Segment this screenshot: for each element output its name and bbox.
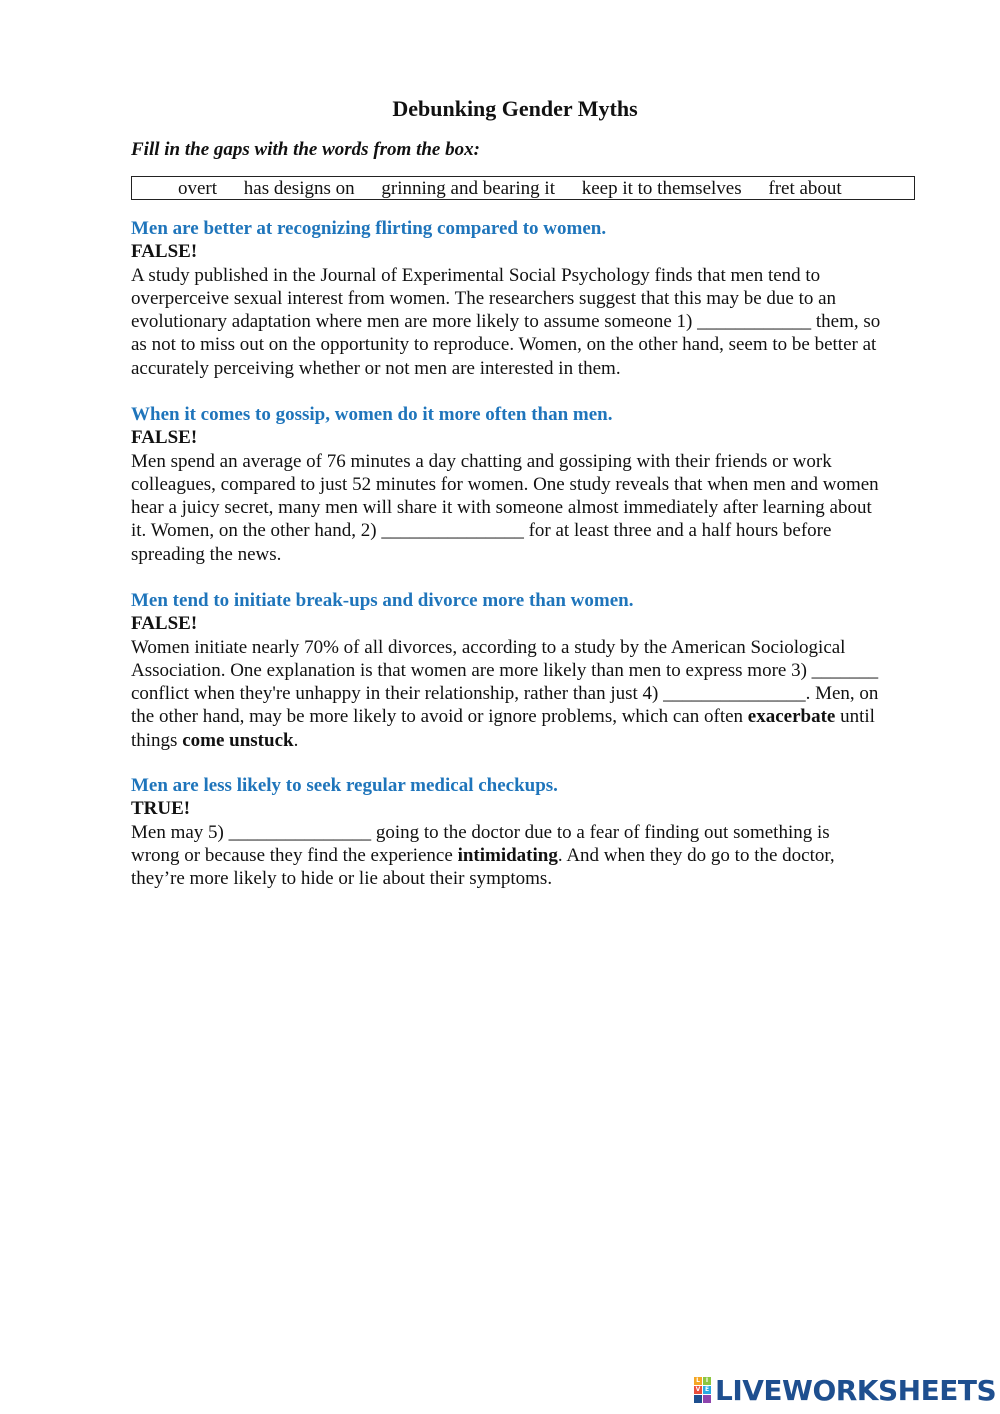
paragraph-line-gap-2: it. Women, on the other hand, 2) _______________ for at least three and a half hours before [131, 520, 832, 542]
word-box [131, 176, 915, 200]
paragraph-line: as not to miss out on the opportunity to reproduce. Women, on the other hand, seem to be better at [131, 334, 877, 356]
text-run: . [293, 729, 299, 751]
bold-term: exacerbate [747, 706, 836, 728]
paragraph-line: overperceive sexual interest from women. The researchers suggest that this may be due to an [131, 287, 837, 309]
instruction: Fill in the gaps with the words from the box: [131, 139, 480, 160]
logo-tile: L [694, 1377, 702, 1385]
paragraph-line: Men spend an average of 76 minutes a day chatting and gossiping with their friends or work [131, 450, 832, 472]
myth-heading: Men are better at recognizing flirting compared to women. [131, 218, 607, 239]
myth-paragraph [131, 636, 931, 752]
text-run: wrong or because they find the experience [131, 844, 458, 866]
paragraph-line [131, 844, 931, 867]
myth-heading: Men tend to initiate break-ups and divorce more than women. [131, 590, 634, 611]
bold-term: come unstuck [182, 729, 294, 751]
myth-verdict: FALSE! [131, 613, 198, 635]
paragraph-line-gap-4: conflict when they're unhappy in their relationship, rather than just 4) _______________. Men, on [131, 683, 879, 705]
paragraph-line-gap-5: Men may 5) _______________ going to the doctor due to a fear of finding out something is [131, 821, 830, 843]
logo-tile: V [695, 1386, 701, 1393]
paragraph-line [131, 705, 931, 728]
logo-tile: E [704, 1386, 710, 1393]
word-box-item: grinning and bearing it [381, 178, 555, 199]
word-box-item: fret about [768, 178, 842, 199]
myth-verdict: TRUE! [131, 798, 191, 820]
myth-section-checkups [131, 774, 931, 890]
paragraph-line: colleagues, compared to just 52 minutes for women. One study reveals that when men and women [131, 473, 879, 495]
myth-section-gossip [131, 403, 931, 566]
paragraph-line: spreading the news. [131, 543, 282, 565]
text-run: . And when they do go to the doctor, [557, 844, 835, 866]
liveworksheets-logo [694, 1373, 997, 1407]
logo-tile [694, 1395, 702, 1403]
bold-term: intimidating [457, 844, 558, 866]
logo-tile: I [703, 1377, 711, 1385]
myth-verdict: FALSE! [131, 427, 198, 449]
myth-heading: When it comes to gossip, women do it more often than men. [131, 404, 613, 425]
myth-paragraph [131, 821, 931, 891]
paragraph-line: Women initiate nearly 70% of all divorces, according to a study by the American Sociological [131, 636, 846, 658]
myth-heading: Men are less likely to seek regular medical checkups. [131, 775, 558, 796]
text-run: things [131, 729, 183, 751]
paragraph-line: accurately perceiving whether or not men are interested in them. [131, 357, 621, 379]
paragraph-line: hear a juicy secret, many men will share it with someone almost immediately after learning about [131, 497, 872, 519]
text-run: the other hand, may be more likely to avoid or ignore problems, which can often [131, 706, 748, 728]
text-run: until [835, 706, 875, 728]
myth-verdict: FALSE! [131, 241, 198, 263]
liveworksheets-logo-text: LIVEWORKSHEETS [715, 1373, 997, 1407]
paragraph-line-gap-3: Association. One explanation is that women are more likely than men to express more 3) _______ [131, 659, 879, 681]
paragraph-line: they’re more likely to hide or lie about their symptoms. [131, 868, 553, 890]
word-box-item: overt [178, 178, 218, 199]
paragraph-line-gap-1: evolutionary adaptation where men are more likely to assume someone 1) ____________ them, so [131, 311, 881, 333]
myth-section-flirting [131, 217, 931, 380]
paragraph-line [131, 729, 931, 752]
word-box-item: has designs on [243, 178, 355, 199]
liveworksheets-logo-icon [694, 1377, 711, 1403]
word-box-item: keep it to themselves [581, 178, 742, 199]
myth-paragraph [131, 264, 931, 380]
logo-tile [703, 1395, 711, 1403]
page-title: Debunking Gender Myths [392, 96, 638, 121]
myth-section-divorce [131, 589, 931, 752]
myth-paragraph [131, 450, 931, 566]
paragraph-line: A study published in the Journal of Experimental Social Psychology finds that men tend to [131, 264, 821, 286]
